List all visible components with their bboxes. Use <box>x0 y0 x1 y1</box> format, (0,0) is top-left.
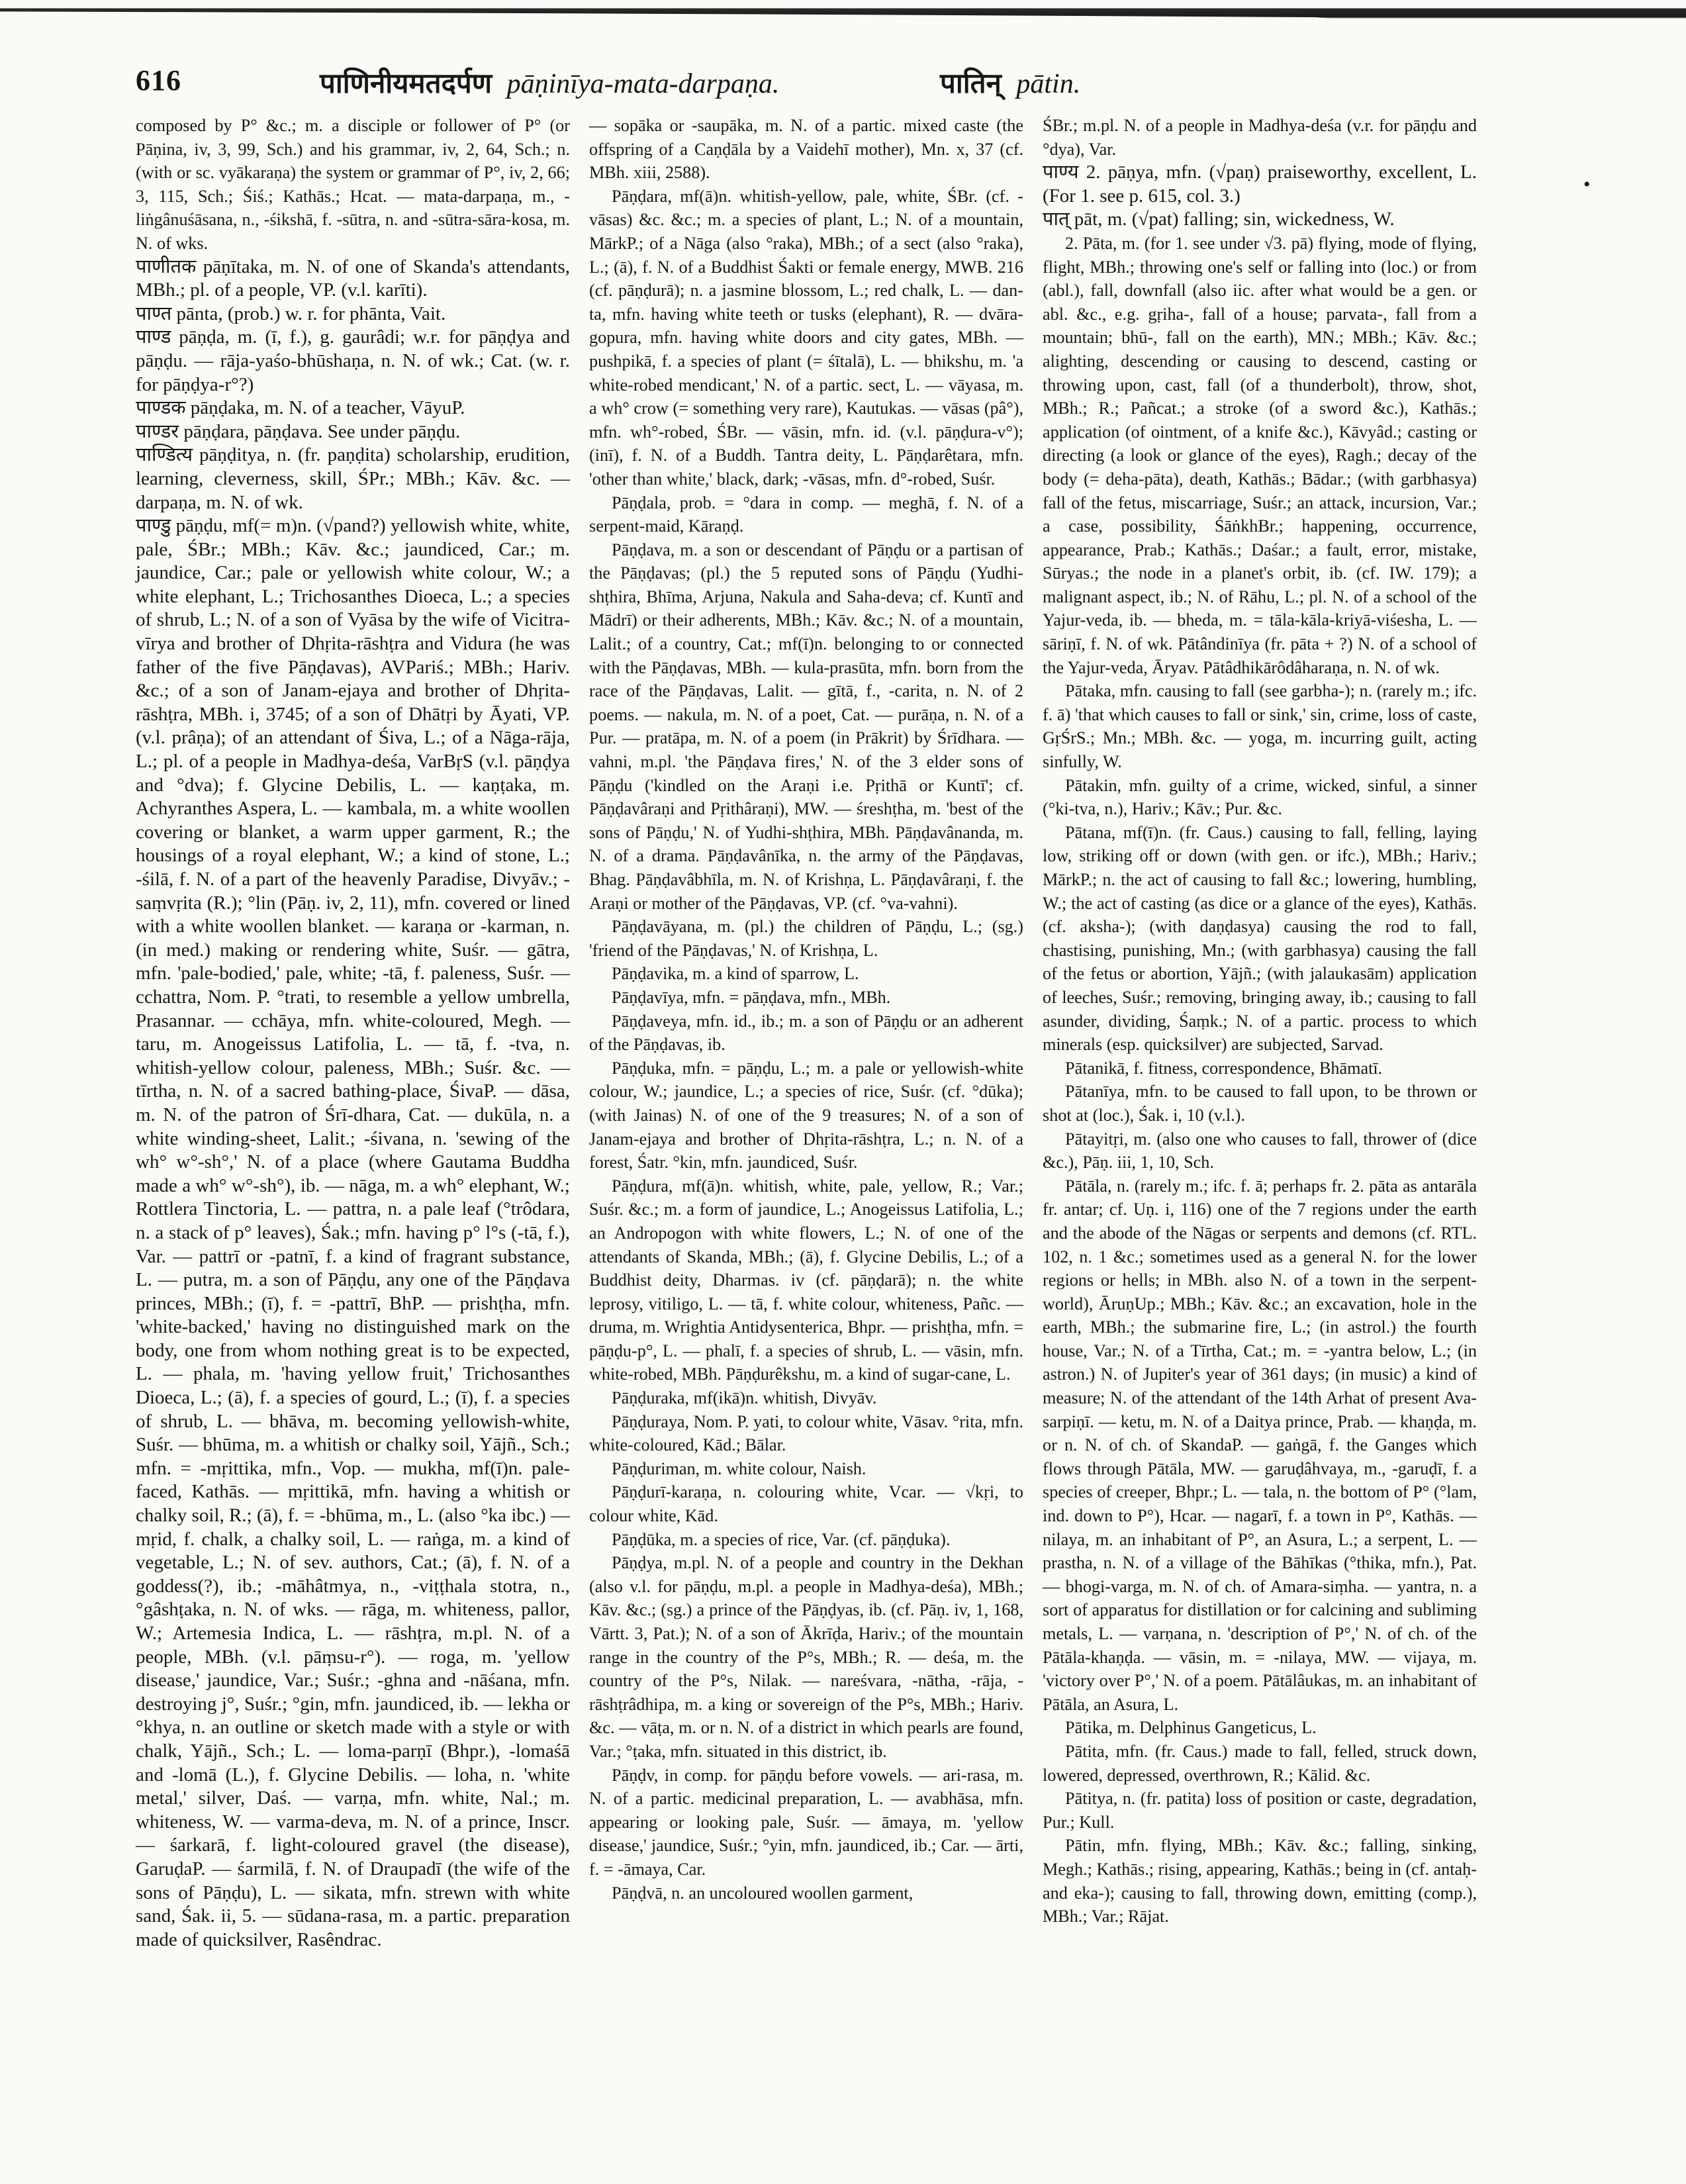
dictionary-entry: ŚBr.; m.pl. N. of a people in Madhya-deśa (v.r. for pāṇḍu and °dya), Var. <box>1043 116 1477 159</box>
dictionary-entry: Pāṇḍuraka, mf(ikā)n. whitish, Divyāv. <box>612 1388 877 1408</box>
dictionary-entry: पाण्डर pāṇḍara, pāṇḍava. See under pāṇḍu. <box>136 420 461 442</box>
dictionary-entry: Pāṇḍūka, m. a species of rice, Var. (cf. pāṇḍuka). <box>612 1529 951 1549</box>
dictionary-column-1 <box>136 114 570 1952</box>
dictionary-entry: पाण्डक pāṇḍaka, m. N. of a teacher, VāyuP. <box>136 397 465 419</box>
dictionary-entry: Pāṇḍaveya, mfn. id., ib.; m. a son of Pāṇḍu or an adherent of the Pāṇḍavas, ib. <box>589 1011 1023 1055</box>
running-head-left-devanagari: पाणिनीयमतदर्पण <box>320 69 492 99</box>
dictionary-entry: Pāṇḍavāyana, m. (pl.) the children of Pāṇḍu, L.; (sg.) 'friend of the Pāṇḍavas,' N. of Krishṇa, L. <box>589 917 1023 960</box>
dictionary-entry: Pātakin, mfn. guilty of a crime, wicked, sinful, a sinner (°ki-tva, n.), Hariv.; Kāv.; Pur. &c. <box>1043 775 1477 819</box>
dictionary-entry: पात् pāt, m. (√pat) falling; sin, wickedness, W. <box>1043 209 1395 230</box>
running-head-left-roman: pāṇinīya-mata-darpaṇa. <box>506 69 780 99</box>
dictionary-entry: Pāṇḍvā, n. an uncoloured woollen garment, <box>612 1883 913 1903</box>
dictionary-entry: Pāṇḍala, prob. = °dara in comp. — meghā, f. N. of a serpent-maid, Kāraṇḍ. <box>589 493 1023 536</box>
running-head-right-devanagari: पातिन् <box>940 69 1002 99</box>
dictionary-entry: Pāṇḍurī-karaṇa, n. colouring white, Vcar. — √kṛi, to colour white, Kād. <box>589 1482 1023 1526</box>
dictionary-entry: composed by P° &c.; m. a disciple or follower of P° (or Pāṇina, iv, 3, 99, Sch.) and his grammar, iv, 2, 64, Sch.; n. (with or sc. vyākaraṇa) the system or grammar of P°, iv, 2, 66; 3, 115, Sch.; Śiś.; Kathās.; Hcat. — mata-darpaṇa, m., -liṅgânuśāsana, n., -śikshā, f. -sūtra, n. and -sūtra-sāra-kosa, m. N. of wks. <box>136 116 570 253</box>
running-head-right <box>940 64 1080 101</box>
dictionary-entry: Pātaka, mfn. causing to fall (see garbha-); n. (rarely m.; ifc. f. ā) 'that which causes to fall or sink,' sin, crime, loss of caste, GṛŚrS.; Mn.; MBh. &c. — yoga, m. incurring guilt, acting sinfully, W. <box>1043 681 1477 772</box>
dictionary-entry: Pātita, mfn. (fr. Caus.) made to fall, felled, struck down, lowered, depressed, overthrown, R.; Kālid. &c. <box>1043 1741 1477 1785</box>
dictionary-entry: Pāṇḍv, in comp. for pāṇḍu before vowels. — ari-rasa, m. N. of a partic. medicinal preparation, L. — avabhāsa, mfn. appearing or looking pale, Suśr. — āmaya, m. 'yellow disease,' jaundice, Suśr.; °yin, mfn. jaundiced, ib.; Car. — ārti, f. = -āmaya, Car. <box>589 1765 1023 1879</box>
dictionary-entry: Pāṇḍavika, m. a kind of sparrow, L. <box>612 964 859 984</box>
dictionary-entry: Pātana, mf(ī)n. (fr. Caus.) causing to fall, felling, laying low, striking off or down (with gen. or ifc.), MBh.; Hariv.; MārkP.; n. the act of causing to fall &c.; lowering, humbling, W.; the act of casting (as dice or a glance of the eyes), Kathās. (cf. aksha-); (with daṇḍasya) causing the rod to fall, chastising, punishing, Mn.; (with garbhasya) causing the fall of the fetus or abortion, Yājñ.; (with jalaukasām) application of leeches, Suśr.; removing, bringing away, ib.; causing to fall asunder, dividing, Śaṃk.; N. of a partic. process to which minerals (esp. quicksilver) are subjected, Sarvad. <box>1043 822 1477 1055</box>
dictionary-entry: Pātitya, n. (fr. patita) loss of position or caste, degradation, Pur.; Kull. <box>1043 1789 1477 1832</box>
running-head-left <box>320 64 779 101</box>
dictionary-entry: पाण्य 2. pāṇya, mfn. (√paṇ) praiseworthy, excellent, L. (For 1. see p. 615, col. 3.) <box>1043 162 1477 207</box>
dictionary-entry: पाण्त pānta, (prob.) w. r. for phānta, Vait. <box>136 303 446 324</box>
dictionary-entry: Pāṇḍya, m.pl. N. of a people and country in the Dekhan (also v.l. for pāṇḍu, m.pl. a people in Madhya-deśa), MBh.; Kāv. &c.; (sg.) a prince of the Pāṇḍyas, ib. (cf. Pāṇ. iv, 1, 168, Vārtt. 3, Pat.); N. of a son of Ākrīḍa, Hariv.; of the mountain range in the country of the P°s, MBh.; R. — deśa, m. the country of the P°s, Nilak. — nareśvara, -nātha, -rāja, -rāshṭrâdhipa, m. a king or sovereign of the P°s, MBh.; Hariv. &c. — vāṭa, m. or n. N. of a district in which pearls are found, Var.; °ṭaka, mfn. situated in this district, ib. <box>589 1553 1023 1761</box>
dictionary-entry: Pāṇḍuriman, m. white colour, Naish. <box>612 1458 866 1478</box>
dictionary-entry: Pātika, m. Delphinus Gangeticus, L. <box>1065 1718 1317 1738</box>
dictionary-entry: पाण्ड pāṇḍa, m. (ī, f.), g. gaurâdi; w.r. for pāṇḍya and pāṇḍu. — rāja-yaśo-bhūshaṇa, n. N. of wk.; Cat. (w. r. for pāṇḍya-r°?) <box>136 326 570 395</box>
dictionary-entry: Pāṇḍura, mf(ā)n. whitish, white, pale, yellow, R.; Var.; Suśr. &c.; m. a form of jaundice, L.; Anogeissus Latifolia, L.; an Andropogon with white flowers, L.; N. of one of the attendants of Skanda, MBh.; (ā), f. Glycine Debilis, L.; of a Buddhist deity, Dharmas. iv (cf. pāṇḍarā); n. the white leprosy, vitiligo, L. — tā, f. white colour, whiteness, Pañc. — druma, m. Wrightia Antidysenterica, Bhpr. — prishṭha, mfn. = pāṇḍu-p°, L. — phalī, f. a species of shrub, L. — vāsin, mfn. white-robed, MBh. Pāṇḍurêkshu, m. a kind of sugar-cane, L. <box>589 1176 1023 1384</box>
dictionary-entry: पाणीतक pāṇītaka, m. N. of one of Skanda's attendants, MBh.; pl. of a people, VP. (v.l. karīti). <box>136 256 570 301</box>
dictionary-entry: Pāṇḍuraya, Nom. P. yati, to colour white, Vāsav. °rita, mfn. white-coloured, Kād.; Bālar. <box>589 1411 1023 1455</box>
dictionary-column-2 <box>589 114 1023 1905</box>
running-head <box>136 64 1546 105</box>
scan-edge <box>0 0 1686 41</box>
dictionary-entry: पाण्डु pāṇḍu, mf(= m)n. (√pand?) yellowish white, white, pale, ŚBr.; MBh.; Kāv. &c.; jaundiced, Car.; m. jaundice, Car.; pale or yellowish white colour, W.; a white elephant, L.; Trichosanthes Dioeca, L.; a species of shrub, L.; N. of a son of Vyāsa by the wife of Vicitra-vīrya and brother of Dhṛita-rāshṭra and Vidura (he was father of the five Pāṇḍavas), AVPariś.; MBh.; Hariv. &c.; of a son of Janam-ejaya and brother of Dhṛita-rāshṭra, MBh. i, 3745; of a son of Dhātṛi by Āyati, VP. (v.l. prâṇa); of an attendant of Śiva, L.; of a Nāga-rāja, L.; pl. of a people in Madhya-deśa, VarBṛS (v.l. pāṇḍya and °dva); f. Glycine Debilis, L. — kaṇṭaka, m. Achyranthes Aspera, L. — kambala, m. a white woollen covering or blanket, a warm upper garment, R.; the housings of a royal elephant, W.; a kind of stone, L.; -śilā, f. N. of a part of the heavenly Paradise, Divyāv.; -saṃvṛita (R.); °lin (Pāṇ. iv, 2, 11), mfn. covered or lined with a white woollen blanket. — karaṇa or -karman, n. (in med.) making or rendering white, Suśr. — gātra, mfn. 'pale-bodied,' pale, white; -tā, f. paleness, Suśr. — cchattra, Nom. P. °trati, to resemble a yellow umbrella, Prasannar. — cchāya, mfn. white-coloured, Megh. — taru, m. Anogeissus Latifolia, L. — tā, f. -tva, n. whitish-yellow colour, paleness, MBh.; Suśr. &c. — tīrtha, n. N. of a sacred bathing-place, ŚivaP. — dāsa, m. N. of the patron of Śrī-dhara, Cat. — dukūla, n. a white winding-sheet, Lalit.; -śivana, n. 'sewing of the wh° w°-sh°,' N. of a place (where Gautama Buddha made a wh° w°-sh°), ib. — nāga, m. a wh° elephant, W.; Rottlera Tinctoria, L. — pattra, n. a pale leaf (°trôdara, n. a stack of p° leaves), Śak.; mfn. having p° l°s (-tā, f.), Var. — pattrī or -patnī, f. a kind of fragrant substance, L. — putra, m. a son of Pāṇḍu, any one of the Pāṇḍava princes, MBh.; (ī), f. = -pattrī, BhP. — prishṭha, mfn. 'white-backed,' having no distinguished mark on the body, one from whom nothing great is to be expected, L. — phala, m. 'having yellow fruit,' Trichosanthes Dioeca, L.; (ā), f. a species of gourd, L.; (ī), f. a species of shrub, L. — bhāva, m. becoming yellowish-white, Suśr. — bhūma, m. a whitish or chalky soil, Yājñ., Sch.; mfn. = -mṛittika, mfn., Vop. — mukha, mf(ī)n. pale-faced, Kathās. — mṛittikā, mfn. having a whitish or chalky soil, R.; (ā), f. = -bhūma, m., L. (also °ka ibc.) — mṛid, f. chalk, a chalky soil, L. — raṅga, m. a kind of vegetable, L.; N. of sev. authors, Cat.; (ā), f. N. of a goddess(?), ib.; -māhâtmya, n., -viṭṭhala stotra, n., °gâshṭaka, n. N. of wks. — rāga, m. whiteness, pallor, W.; Artemesia Indica, L. — rāshṭra, m.pl. N. of a people, MBh. (v.l. pāṃsu-r°). — roga, m. 'yellow disease,' jaundice, Var.; Suśr.; -ghna and -nāśana, mfn. destroying j°, Suśr.; °gin, mfn. jaundiced, ib. — lekha or °khya, n. an outline or sketch made with a style or with chalk, Yājñ., Sch.; L. — loma-parṇī (Bhpr.), -lomaśā and -lomā (L.), f. Glycine Debilis. — loha, n. 'white metal,' silver, Daś. — varṇa, mfn. white, Nal.; m. whiteness, W. — varma-deva, m. N. of a prince, Inscr. — śarkarā, f. light-coloured gravel (the disease), GaruḍaP. — śarmilā, f. N. of Draupadī (the wife of the sons of Pāṇḍu), L. — sikata, mfn. strewn with white sand, Śak. ii, 5. — sūdana-rasa, m. a partic. preparation made of quicksilver, Rasêndrac. <box>136 515 570 1950</box>
dictionary-entry: Pātin, mfn. flying, MBh.; Kāv. &c.; falling, sinking, Megh.; Kathās.; rising, appearing, Kathās.; being in (cf. antaḥ- and eka-); causing to fall, throwing down, emitting (comp.), MBh.; Var.; Rājat. <box>1043 1836 1477 1926</box>
dictionary-entry: Pātanikā, f. fitness, correspondence, Bhāmatī. <box>1065 1058 1383 1078</box>
dictionary-entry: Pātāla, n. (rarely m.; ifc. f. ā; perhaps fr. 2. pāta as antarāla fr. antar; cf. Uṇ. i, 116) one of the 7 regions under the earth and the abode of the Nāgas or serpents and demons (cf. RTL. 102, n. 1 &c.; sometimes used as a general N. for the lower regions or hells; in MBh. also N. of a town in the serpent-world), ĀruṇUp.; MBh.; Kāv. &c.; an excavation, hole in the earth, MBh.; the submarine fire, L.; (in astrol.) the fourth house, Var.; N. of a Tīrtha, Cat.; m. = -yantra below, L.; (in astron.) N. of Jupiter's year of 361 days; (in music) a kind of measure; N. of the attendant of the 14th Arhat of present Ava-sarpiṇī. — ketu, m. N. of a Daitya prince, Prab. — khaṇḍa, m. or n. N. of ch. of SkandaP. — gaṅgā, f. the Ganges which flows through Pātāla, MW. — garuḍâhvaya, m., -garuḍī, f. a species of creeper, Bhpr.; L. — tala, n. the bottom of P° (°lam, ind. down to P°), Hcar. — nagarī, f. a town in P°, Kathās. — nilaya, m. an inhabitant of P°, an Asura, L.; a serpent, L. — prastha, n. N. of a village of the Bāhīkas (°thika, mfn.), Pat. — bhogi-varga, m. N. of ch. of Amara-siṃha. — yantra, n. a sort of apparatus for distillation or for calcining and subliming metals, L. — varṇana, n. 'description of P°,' N. of ch. of the Pātāla-khaṇḍa. — vāsin, m. = -nilaya, MW. — vijaya, m. 'victory over P°,' N. of a poem. Pātālâukas, m. an inhabitant of Pātāla, an Asura, L. <box>1043 1176 1477 1714</box>
dictionary-entry: Pāṇḍara, mf(ā)n. whitish-yellow, pale, white, ŚBr. (cf. -vāsas) &c. &c.; m. a species of plant, L.; N. of a mountain, MārkP.; of a Nāga (also °raka), MBh.; of a sect (also °raka), L.; (ā), f. N. of a Buddhist Śakti or female energy, MWB. 216 (cf. pāṇḍurā); n. a jasmine blossom, L.; red chalk, L. — dan-ta, mfn. having white teeth or tusks (elephant), R. — dvāra-gopura, mfn. having white doors and city gates, MBh. — pushpikā, f. a species of plant (= śītalā), L. — bhikshu, m. 'a white-robed mendicant,' N. of a partic. sect, L. — vāyasa, m. a wh° crow (= something very rare), Kautukas. — vāsas (pâ°), mfn. wh°-robed, ŚBr. — vāsin, mfn. id. (v.l. pāṇḍura-v°); (inī), f. N. of a Buddh. Tantra deity, L. Pāṇḍarêtara, mfn. 'other than white,' black, dark; -vāsas, mfn. d°-robed, Suśr. <box>589 186 1023 489</box>
dictionary-entry: पाण्डित्य pāṇḍitya, n. (fr. paṇḍita) scholarship, erudition, learning, cleverness, skill, ŚPr.; MBh.; Kāv. &c. — darpaṇa, m. N. of wk. <box>136 444 570 513</box>
dictionary-column-3 <box>1043 114 1477 1928</box>
dictionary-entry: Pātayitṛi, m. (also one who causes to fall, thrower of (dice &c.), Pāṇ. iii, 1, 10, Sch. <box>1043 1129 1477 1172</box>
dictionary-entry: Pātanīya, mfn. to be caused to fall upon, to be thrown or shot at (loc.), Śak. i, 10 (v.l.). <box>1043 1082 1477 1125</box>
dictionary-entry: 2. Pāta, m. (for 1. see under √3. pā) flying, mode of flying, flight, MBh.; throwing one's self or falling into (loc.) or from (abl.), fall, downfall (also iic. after what would be a gen. or abl. &c., e.g. gṛiha-, fall of a house; parvata-, fall from a mountain; bhū-, fall on the earth), MN.; MBh.; Kāv. &c.; alighting, descending or causing to descend, casting or throwing upon, cast, fall (of a thunderbolt), throw, shot, MBh.; R.; Pañcat.; a stroke (of a sword &c.), Kathās.; application (of ointment, of a knife &c.), Kāvyâd.; casting or directing (a look or glance of the eyes), Ragh.; decay of the body (= deha-pāta), death, Kathās.; Bādar.; (with garbhasya) fall of the fetus, miscarriage, Suśr.; an attack, incursion, Var.; a case, possibility, ŚāṅkhBr.; happening, occurrence, appearance, Prab.; Kathās.; Daśar.; a fault, error, mistake, Sūryas.; the node in a planet's orbit, ib. (cf. IW. 179); a malignant aspect, ib.; N. of Rāhu, L.; pl. N. of a school of the Yajur-veda, ib. — bheda, m. = tāla-kāla-kriyā-viśesha, L. — sāriṇī, f. N. of wk. Pātândinīya (fr. pāta + ?) N. of a school of the Yajur-veda, Āryav. Pātâdhikārôdâharaṇa, n. N. of wk. <box>1043 233 1477 677</box>
dictionary-entry: Pāṇḍavīya, mfn. = pāṇḍava, mfn., MBh. <box>612 987 891 1007</box>
margin-mark: • <box>1583 173 1591 195</box>
running-head-right-roman: pātin. <box>1016 69 1081 99</box>
dictionary-entry: Pāṇḍava, m. a son or descendant of Pāṇḍu or a partisan of the Pāṇḍavas; (pl.) the 5 reputed sons of Pāṇḍu (Yudhi-shṭhira, Bhīma, Arjuna, Nakula and Saha-deva; cf. Kuntī and Mādrī) or their adherents, MBh.; Kāv. &c.; N. of a mountain, Lalit.; of a country, Cat.; mf(ī)n. belonging to or connected with the Pāṇḍavas, MBh. — kula-prasūta, mfn. born from the race of the Pāṇḍavas, Lalit. — gītā, f., -carita, n. N. of 2 poems. — nakula, m. N. of a poet, Cat. — purāṇa, n. N. of a Pur. — pratāpa, m. N. of a poem (in Prākrit) by Śrīdhara. — vahni, m.pl. 'the Pāṇḍava fires,' N. of the 3 elder sons of Pāṇḍu ('kindled on the Araṇi i.e. Pṛithā or Kuntī'; cf. Pāṇḍavâraṇi and Pṛithâraṇi), MW. — śreshṭha, m. 'best of the sons of Pāṇḍu,' N. of Yudhi-shṭhira, MBh. Pāṇḍavânanda, m. N. of a drama. Pāṇḍavânīka, n. the army of the Pāṇḍavas, Bhag. Pāṇḍavâbhīla, m. N. of Krishṇa, L. Pāṇḍavâraṇi, f. the Araṇi or mother of the Pāṇḍavas, VP. (cf. °va-vahni). <box>589 540 1023 913</box>
page-number: 616 <box>136 64 181 97</box>
dictionary-entry: — sopāka or -saupāka, m. N. of a partic. mixed caste (the offspring of a Caṇḍāla by a Vaidehī mother), Mn. x, 37 (cf. MBh. xiii, 2588). <box>589 116 1023 183</box>
dictionary-entry: Pāṇḍuka, mfn. = pāṇḍu, L.; m. a pale or yellowish-white colour, W.; jaundice, L.; a species of rice, Suśr. (cf. °dūka); (with Jainas) N. of one of the 9 treasures; N. of a son of Janam-ejaya and brother of Dhṛita-rāshṭra, L.; n. N. of a forest, Śatr. °kin, mfn. jaundiced, Suśr. <box>589 1058 1023 1172</box>
